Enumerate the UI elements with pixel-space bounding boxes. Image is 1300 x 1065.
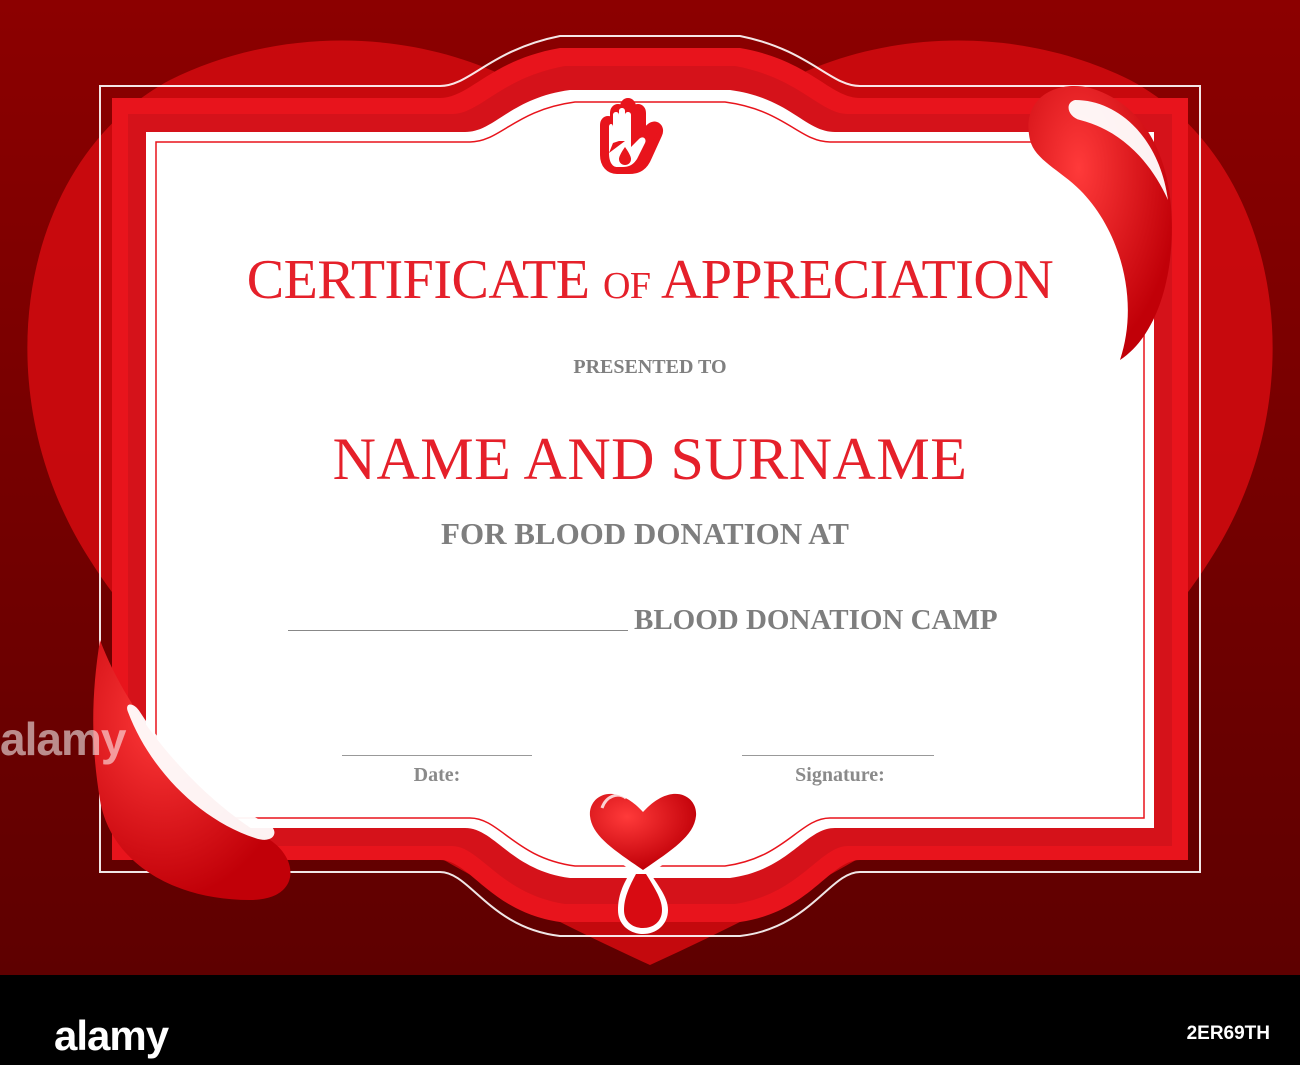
image-id: 2ER69TH xyxy=(1186,1023,1270,1044)
donation-purpose-text: FOR BLOOD DONATION AT xyxy=(441,516,849,551)
signature-line xyxy=(742,755,934,756)
title-main: CERTIFICATE xyxy=(246,249,590,311)
date-label: Date: xyxy=(413,764,461,786)
alamy-logo: alamy xyxy=(54,1012,169,1059)
camp-name-line xyxy=(288,630,628,631)
title-of: OF xyxy=(602,265,651,307)
recipient-name: NAME AND SURNAME xyxy=(332,426,968,492)
date-line xyxy=(342,755,532,756)
title-end: APPRECIATION xyxy=(660,249,1054,311)
certificate-title xyxy=(200,248,1100,312)
camp-label: BLOOD DONATION CAMP xyxy=(634,604,998,636)
stock-footer xyxy=(0,975,1300,1065)
signature-label: Signature: xyxy=(795,764,885,786)
side-watermark: alamy xyxy=(0,713,126,765)
presented-to-label: PRESENTED TO xyxy=(573,356,727,378)
